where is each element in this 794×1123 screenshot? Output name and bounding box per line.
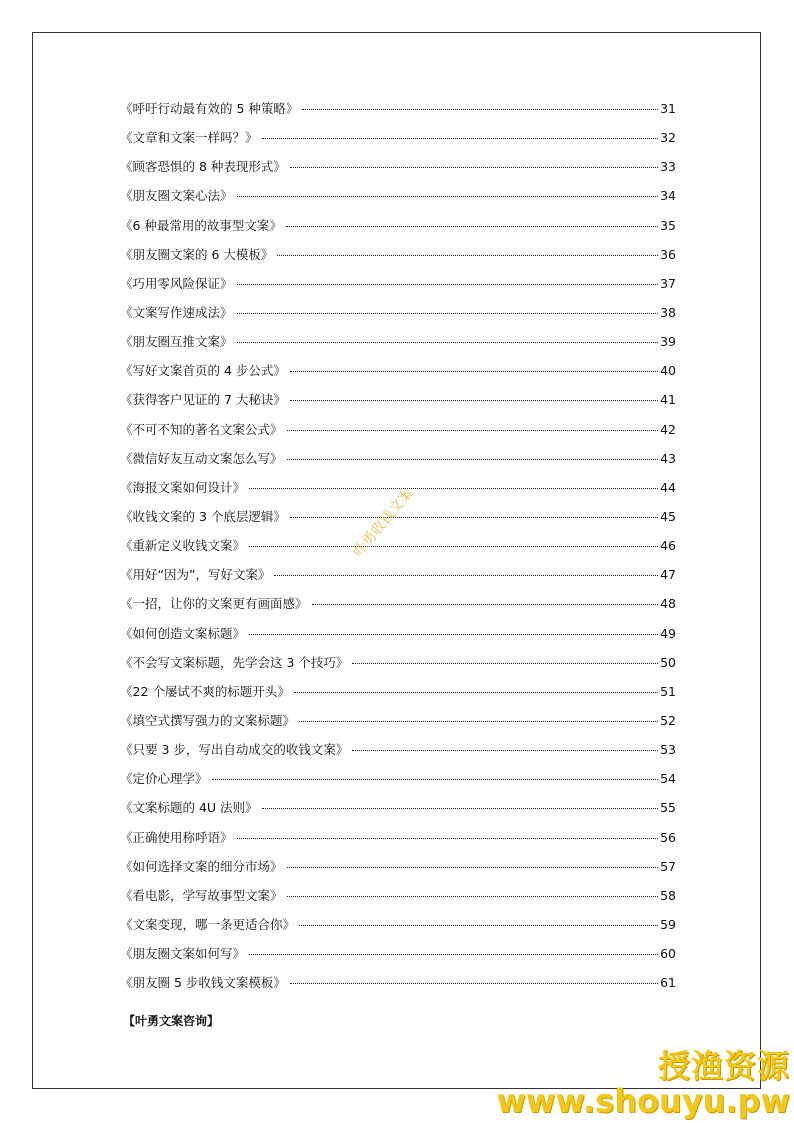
- toc-entry[interactable]: [120, 881, 676, 910]
- table-of-contents: [120, 94, 676, 997]
- toc-entry[interactable]: [120, 298, 676, 327]
- toc-entry-page-number: 59: [660, 916, 676, 932]
- toc-entry-page-number: 53: [660, 742, 676, 758]
- toc-entry-page-number: 60: [660, 946, 676, 962]
- toc-entry[interactable]: [120, 181, 676, 210]
- toc-entry-title: 《文章和文案一样吗？》: [120, 130, 258, 146]
- center-watermark: 叶勇收钱文案: [350, 485, 417, 561]
- toc-entry-page-number: 40: [660, 363, 676, 379]
- toc-entry[interactable]: [120, 123, 676, 152]
- toc-entry-title: 《顾客恐惧的 8 种表现形式》: [120, 159, 286, 175]
- toc-dot-leader: [262, 808, 659, 809]
- toc-entry-title: 《收钱文案的 3 个底层逻辑》: [120, 508, 286, 524]
- toc-dot-leader: [352, 663, 658, 664]
- toc-entry-page-number: 46: [660, 538, 676, 554]
- toc-entry-page-number: 32: [660, 130, 676, 146]
- toc-dot-leader: [237, 838, 659, 839]
- toc-entry[interactable]: [120, 910, 676, 939]
- toc-entry[interactable]: [120, 385, 676, 414]
- toc-entry-title: 《朋友圈文案的 6 大模板》: [120, 246, 274, 262]
- toc-dot-leader: [237, 284, 659, 285]
- toc-entry-title: 《海报文案如何设计》: [120, 479, 246, 495]
- toc-entry-title: 《微信好友互动文案怎么写》: [120, 450, 283, 466]
- toc-dot-leader: [286, 226, 658, 227]
- toc-entry[interactable]: [120, 735, 676, 764]
- toc-entry[interactable]: [120, 211, 676, 240]
- toc-entry-title: 《如何选择文案的细分市场》: [120, 858, 283, 874]
- toc-entry-title: 《文案变现，哪一条更适合你》: [120, 916, 296, 932]
- toc-entry[interactable]: [120, 648, 676, 677]
- toc-dot-leader: [294, 692, 658, 693]
- toc-entry[interactable]: [120, 356, 676, 385]
- toc-entry-title: 《填空式撰写强力的文案标题》: [120, 712, 296, 728]
- toc-dot-leader: [290, 167, 658, 168]
- toc-entry-page-number: 35: [660, 217, 676, 233]
- toc-dot-leader: [277, 255, 658, 256]
- toc-dot-leader: [262, 138, 659, 139]
- toc-dot-leader: [290, 517, 658, 518]
- toc-entry[interactable]: [120, 706, 676, 735]
- toc-entry-page-number: 38: [660, 304, 676, 320]
- url-watermark: www.shouyu.pw: [496, 1082, 790, 1120]
- brand-watermark: 授渔资源: [657, 1047, 790, 1085]
- toc-entry-page-number: 43: [660, 450, 676, 466]
- toc-entry-title: 《朋友圈 5 步收钱文案模板》: [120, 975, 286, 991]
- toc-dot-leader: [287, 459, 659, 460]
- toc-dot-leader: [290, 400, 658, 401]
- toc-entry[interactable]: [120, 444, 676, 473]
- toc-entry-title: 《呼吁行动最有效的 5 种策略》: [120, 101, 299, 116]
- toc-dot-leader: [249, 634, 658, 635]
- toc-entry[interactable]: [120, 677, 676, 706]
- toc-entry-title: 《朋友圈文案心法》: [120, 188, 233, 204]
- toc-entry-page-number: 34: [660, 188, 676, 204]
- toc-entry-page-number: 54: [660, 771, 676, 787]
- toc-dot-leader: [299, 721, 658, 722]
- toc-entry-title: 《22 个屡试不爽的标题开头》: [120, 683, 290, 699]
- toc-entry-page-number: 45: [660, 508, 676, 524]
- toc-dot-leader: [352, 750, 658, 751]
- toc-dot-leader: [249, 488, 658, 489]
- toc-dot-leader: [290, 371, 658, 372]
- toc-dot-leader: [302, 109, 658, 110]
- toc-entry-title: 《文案写作速成法》: [120, 304, 233, 320]
- toc-entry-page-number: 42: [660, 421, 676, 437]
- toc-entry[interactable]: [120, 94, 676, 123]
- toc-entry-title: 《只要 3 步，写出自动成交的收钱文案》: [120, 742, 349, 758]
- toc-entry[interactable]: [120, 823, 676, 852]
- toc-entry-page-number: 58: [660, 887, 676, 903]
- toc-entry-title: 《不可不知的著名文案公式》: [120, 421, 283, 437]
- toc-entry[interactable]: [120, 531, 676, 560]
- toc-dot-leader: [237, 342, 659, 343]
- toc-dot-leader: [287, 430, 659, 431]
- toc-entry-page-number: 39: [660, 334, 676, 350]
- toc-entry-page-number: 49: [660, 625, 676, 641]
- toc-entry-page-number: 37: [660, 275, 676, 291]
- toc-entry-page-number: 48: [660, 596, 676, 612]
- toc-dot-leader: [312, 604, 659, 605]
- toc-entry-page-number: 36: [660, 246, 676, 262]
- toc-entry-page-number: 31: [660, 101, 676, 116]
- toc-entry[interactable]: [120, 968, 676, 997]
- toc-entry-page-number: 57: [660, 858, 676, 874]
- toc-dot-leader: [212, 779, 659, 780]
- toc-entry-page-number: 55: [660, 800, 676, 816]
- toc-entry-title: 《巧用零风险保证》: [120, 275, 233, 291]
- toc-entry-title: 《朋友圈互推文案》: [120, 334, 233, 350]
- toc-entry-page-number: 41: [660, 392, 676, 408]
- toc-entry[interactable]: [120, 560, 676, 589]
- toc-entry-title: 《6 种最常用的故事型文案》: [120, 217, 282, 233]
- toc-dot-leader: [287, 896, 659, 897]
- toc-entry-title: 《写好文案首页的 4 步公式》: [120, 363, 286, 379]
- toc-entry[interactable]: [120, 852, 676, 881]
- toc-entry-page-number: 52: [660, 712, 676, 728]
- toc-entry-title: 《如何创造文案标题》: [120, 625, 246, 641]
- toc-entry-page-number: 56: [660, 829, 676, 845]
- toc-entry-page-number: 61: [660, 975, 676, 991]
- toc-entry-title: 《获得客户见证的 7 大秘诀》: [120, 392, 286, 408]
- toc-entry[interactable]: [120, 415, 676, 444]
- toc-entry-page-number: 44: [660, 479, 676, 495]
- toc-dot-leader: [237, 313, 659, 314]
- toc-entry-title: 《一招，让你的文案更有画面感》: [120, 596, 308, 612]
- toc-entry[interactable]: [120, 764, 676, 793]
- toc-entry[interactable]: [120, 152, 676, 181]
- toc-entry-page-number: 33: [660, 159, 676, 175]
- toc-entry[interactable]: [120, 589, 676, 618]
- toc-entry-page-number: 50: [660, 654, 676, 670]
- toc-entry-page-number: 47: [660, 567, 676, 583]
- toc-entry[interactable]: [120, 240, 676, 269]
- toc-dot-leader: [249, 954, 658, 955]
- footer-label: 【叶勇文案咨询】: [123, 1014, 220, 1028]
- toc-dot-leader: [237, 196, 659, 197]
- toc-dot-leader: [287, 867, 659, 868]
- toc-entry-title: 《正确使用称呼语》: [120, 829, 233, 845]
- toc-entry[interactable]: [120, 939, 676, 968]
- toc-entry[interactable]: [120, 269, 676, 298]
- toc-entry-title: 《用好“因为”，写好文案》: [120, 567, 271, 583]
- toc-entry-title: 《定价心理学》: [120, 771, 208, 787]
- toc-dot-leader: [290, 983, 658, 984]
- toc-entry-page-number: 51: [660, 683, 676, 699]
- toc-entry[interactable]: [120, 327, 676, 356]
- toc-entry-title: 《文案标题的 4U 法则》: [120, 800, 258, 816]
- toc-dot-leader: [299, 925, 658, 926]
- toc-entry-title: 《重新定义收钱文案》: [120, 538, 246, 554]
- toc-entry[interactable]: [120, 619, 676, 648]
- toc-dot-leader: [249, 546, 658, 547]
- toc-entry-title: 《朋友圈文案如何写》: [120, 946, 246, 962]
- toc-dot-leader: [274, 575, 658, 576]
- toc-entry-title: 《看电影，学写故事型文案》: [120, 887, 283, 903]
- toc-entry[interactable]: [120, 793, 676, 822]
- toc-entry-title: 《不会写文案标题，先学会这 3 个技巧》: [120, 654, 349, 670]
